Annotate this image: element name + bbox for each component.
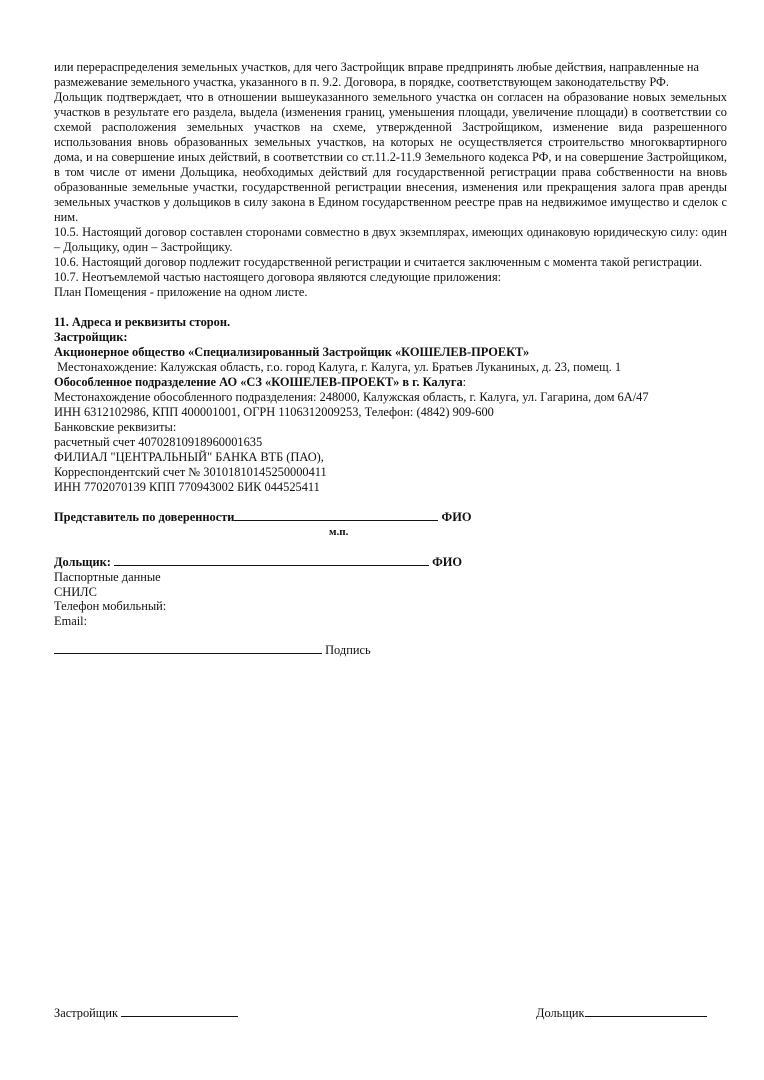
bank-name: ФИЛИАЛ "ЦЕНТРАЛЬНЫЙ" БАНКА ВТБ (ПАО), [54,450,324,464]
mobile-phone-field: Телефон мобильный: [54,599,167,613]
paragraph-line: размежевание земельного участка, указанного в п. 9.2. Договора, в порядке, соответствующем законодательству РФ. [54,75,669,89]
representative-signature-line[interactable] [234,510,438,521]
consent-paragraph: Дольщик подтверждает, что в отношении вышеуказанного земельного участка он согласен на образование новых земельных участков в результате его раздела, выдела (изменения границ, уменьшения площади, увеличение площади) в соответствии со схемой расположения земельных участков на схеме, утвержденной Застройщиком, изменение вида разрешенного использования вновь образованных земельных участков, на которых не осуществляется строительство многоквартирного дома, и на совершение иных действий, в соответствии со ст.11.2-11.9 Земельного кодекса РФ, и на совершение Застройщиком, в том числе от имени Дольщика, необходимых действий для государственной регистрации права собственности на вновь образованные земельные участки, государственной регистрации внесения, изменения или прекращения залога прав аренды земельных участков у дольщиков в силу закона в Едином государственном реестре прав на недвижимое имущество и сделок с ним. [54,90,727,224]
clause-10-6: 10.6. Настоящий договор подлежит государственной регистрации и считается заключенным с момента такой регистрации. [54,255,703,269]
attachment-line: План Помещения - приложение на одном листе. [54,285,308,299]
paragraph-line: или перераспределения земельных участков, для чего Застройщик вправе предпринять любые действия, направленные на [54,60,700,74]
shareholder-signature-line[interactable] [114,555,429,566]
branch-location: Местонахождение обособленного подразделения: 248000, Калужская область, г. Калуга, ул. Гагарина, дом 6А/47 [54,390,649,404]
footer-developer-label: Застройщик [54,1006,122,1020]
shareholder-label: Дольщик: [54,555,115,569]
representative-signature-row [54,510,727,525]
company-location: Местонахождение: Калужская область, г.о. город Калуга, г. Калуга, ул. Братьев Луканиных, д. 23, помещ. 1 [54,360,622,374]
branch-heading [54,375,727,390]
bank-label: Банковские реквизиты: [54,420,177,434]
bank-account: расчетный счет 40702810918960001635 [54,435,263,449]
shareholder-fio-label: ФИО [429,555,463,569]
footer-shareholder-signature-line[interactable] [585,1006,707,1017]
footer-developer [54,1006,238,1021]
footer-developer-signature-line[interactable] [121,1006,238,1017]
footer-shareholder [536,1006,707,1021]
passport-field: Паспортные данные [54,570,161,584]
document-page [54,60,727,658]
clause-10-5: 10.5. Настоящий договор составлен сторонами совместно в двух экземплярах, имеющих одинаковую юридическую силу: один – Дольщику, один – Застройщику. [54,225,727,254]
correspondent-account: Корреспондентский счет № 30101810145250000411 [54,465,327,479]
company-name: Акционерное общество «Специализированный Застройщик «КОШЕЛЕВ-ПРОЕКТ» [54,345,530,359]
branch-colon: : [462,375,467,389]
representative-label: Представитель по доверенности [54,510,235,524]
snils-field: СНИЛС [54,584,97,599]
representative-fio-label: ФИО [438,510,472,524]
stamp-placeholder: м.п. [329,526,349,538]
email-field: Email: [54,613,88,628]
company-ids: ИНН 6312102986, КПП 400001001, ОГРН 1106312009253, Телефон: (4842) 909-600 [54,405,494,419]
signature-line[interactable] [54,643,322,654]
footer-shareholder-label: Дольщик [536,1006,585,1020]
section-title: 11. Адреса и реквизиты сторон. [54,315,231,329]
signature-label: Подпись [322,643,371,657]
signature-row [54,643,727,658]
branch-name: Обособленное подразделение АО «СЗ «КОШЕЛЕВ-ПРОЕКТ» в г. Калуга [54,375,463,389]
clause-10-7: 10.7. Неотъемлемой частью настоящего договора являются следующие приложения: [54,270,502,284]
bank-ids: ИНН 7702070139 КПП 770943002 БИК 044525411 [54,480,320,494]
developer-label: Застройщик: [54,330,128,344]
shareholder-signature-row [54,555,727,570]
